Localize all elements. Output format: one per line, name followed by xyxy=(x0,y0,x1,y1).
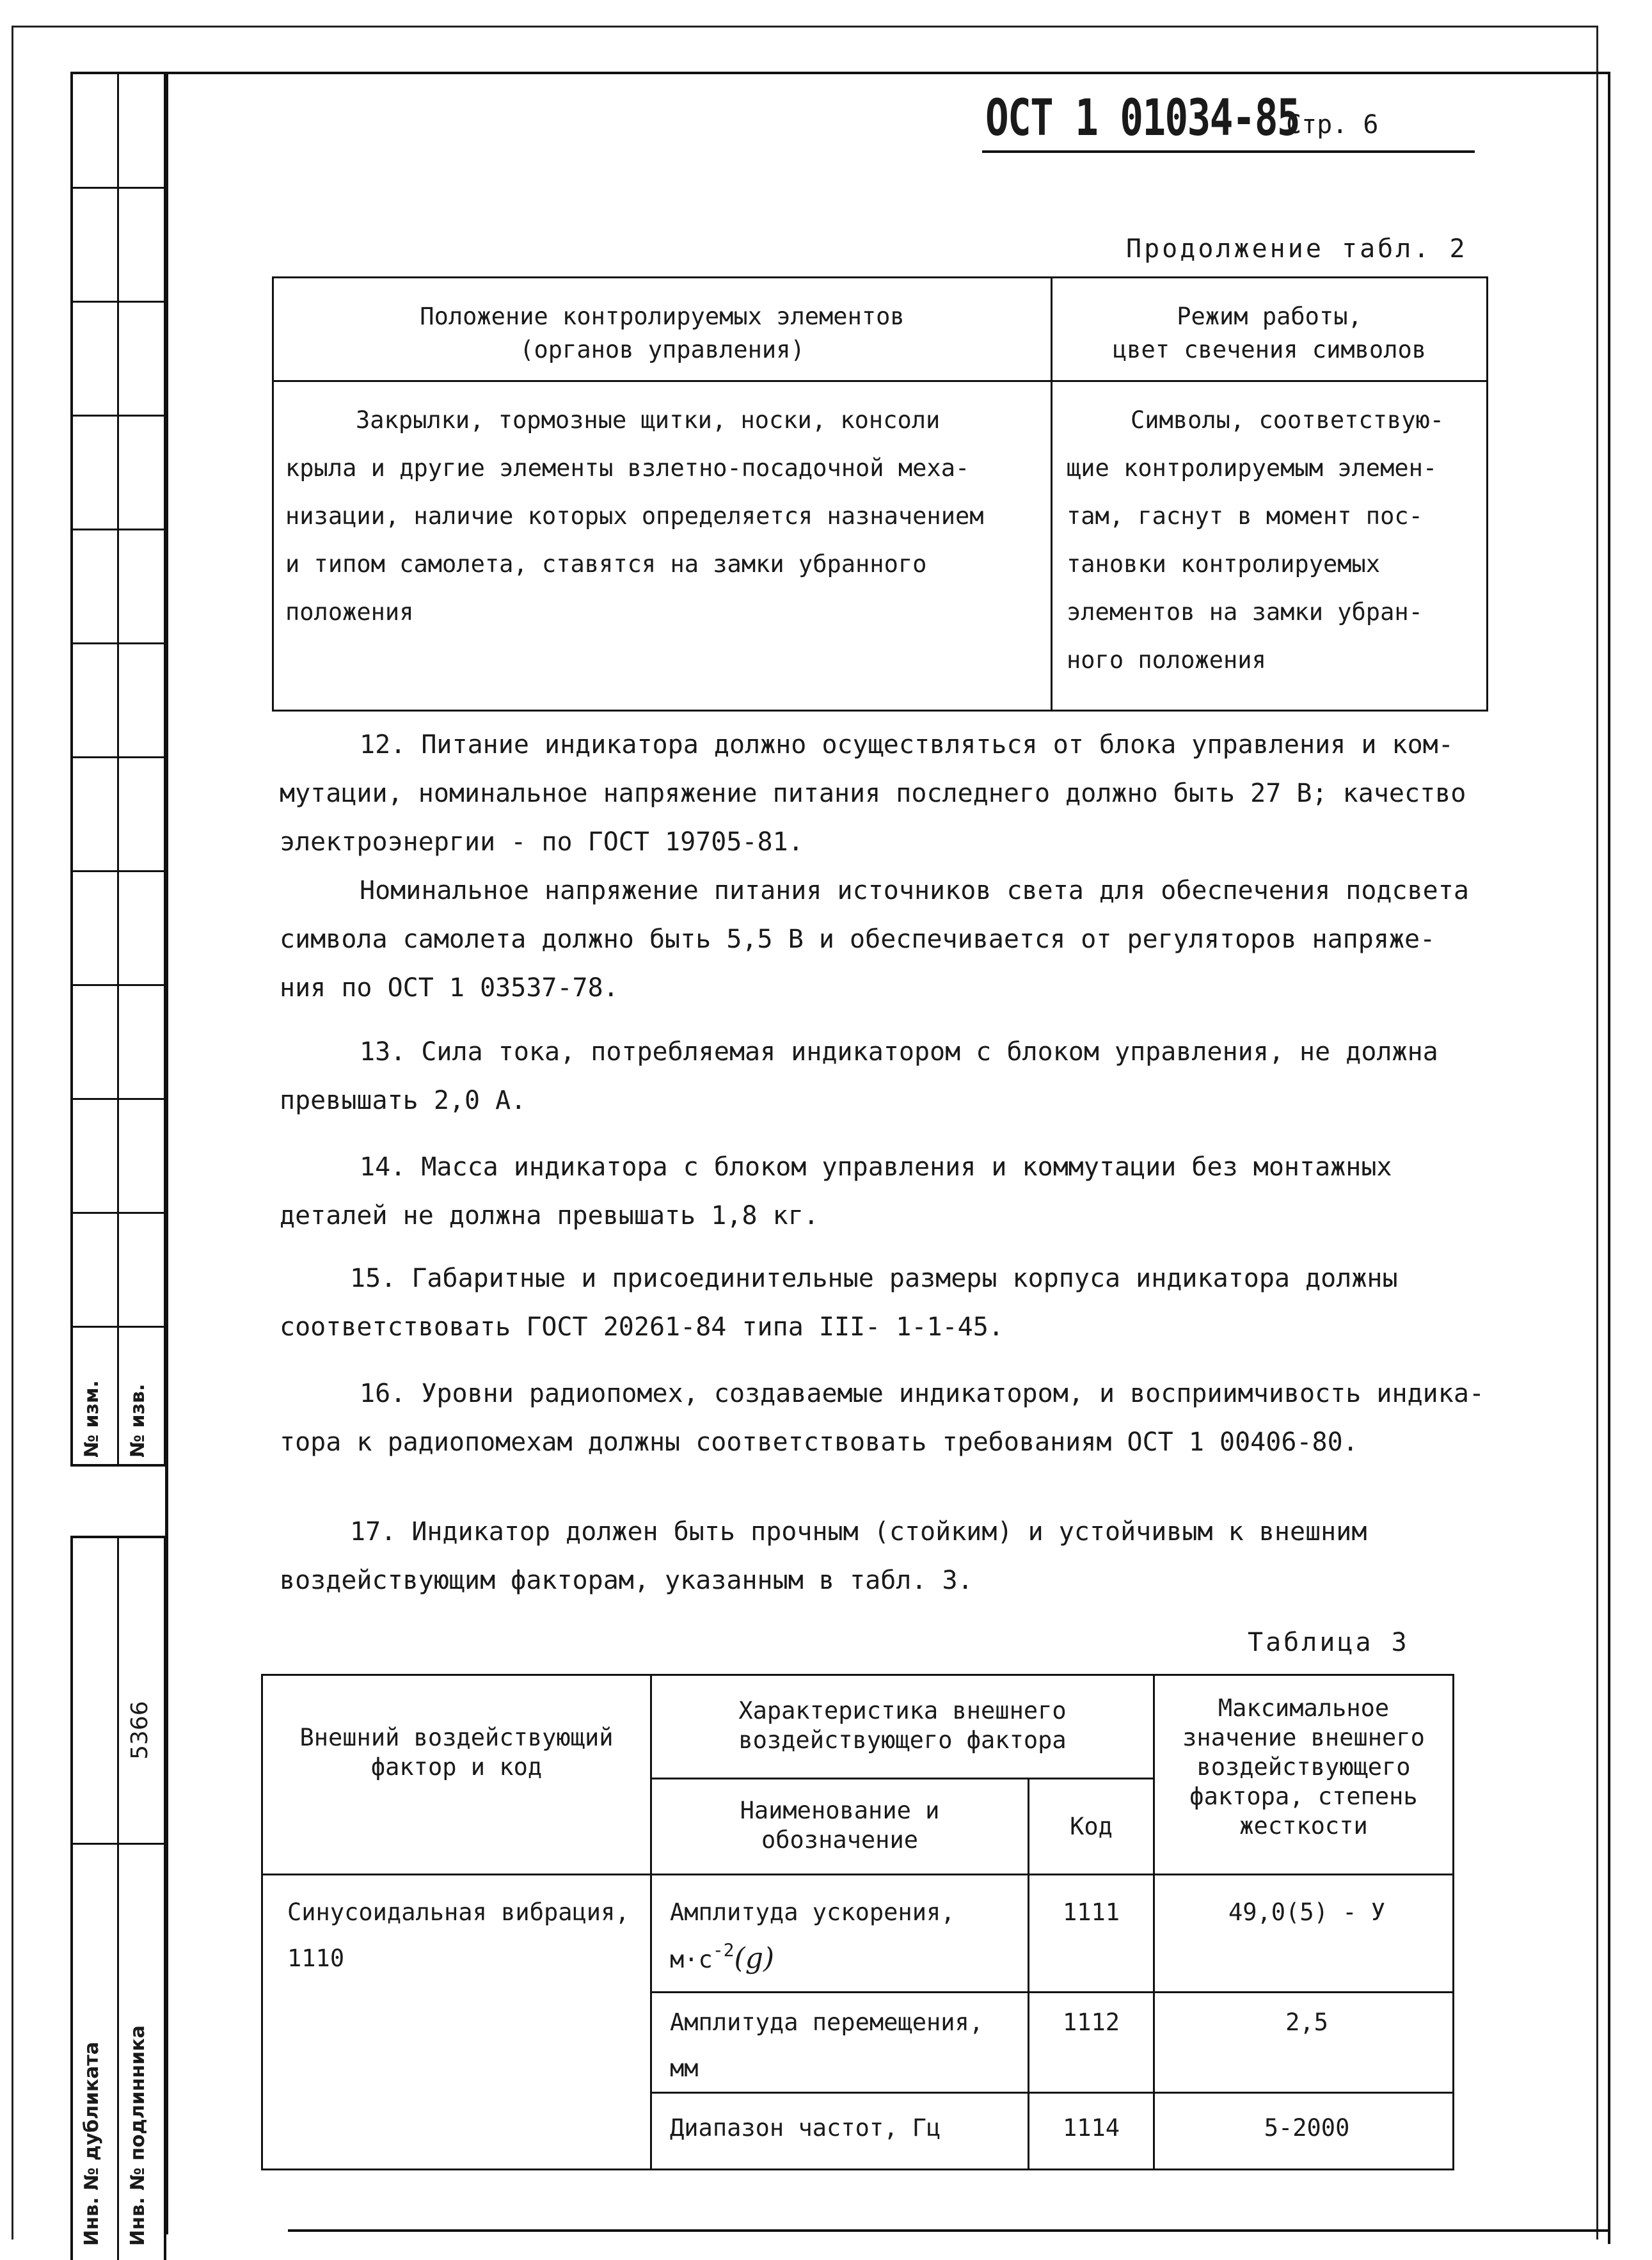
table3-row-value: 2,5 xyxy=(1154,1993,1454,2093)
table3-header-code: Код xyxy=(1029,1779,1154,1875)
table3-header-factor: Внешний воздействующий фактор и код xyxy=(262,1675,651,1875)
paragraph-15: 15. Габаритные и присоединительные размеры корпуса индикатора должны соответствовать ГОСТ 20261-84 типа III- 1-1-45. xyxy=(280,1264,1398,1342)
paragraph-12: 12. Питание индикатора должно осуществляться от блока управления и ком- мутации, номинальное напряжение питания последнего должно быть 27 В; качество электроэнергии - по ГОСТ 19705-81. Номинальное напряжение питания источников света для обеспечения подсвета символа самолета должно быть 5,5 В и обеспечивается от регуляторов напряже- ния по ОСТ 1 03537-78. xyxy=(280,730,1469,1003)
change-number-label: № изм. xyxy=(81,1380,103,1458)
table-3 xyxy=(261,1674,1454,2170)
table3-row-code: 1114 xyxy=(1029,2093,1154,2170)
strip-row-line xyxy=(70,415,166,417)
strip-row-line xyxy=(70,187,166,189)
strip-divider xyxy=(117,1536,119,2260)
paragraph-13: 13. Сила тока, потребляемая индикатором с блоком управления, не должна превышать 2,0 А. xyxy=(280,1037,1438,1115)
strip-row-line xyxy=(70,1326,166,1328)
table2-header-mode: Режим работы, цвет свечения символов xyxy=(1052,278,1488,381)
strip-row-line xyxy=(70,756,166,758)
table-2 xyxy=(272,276,1488,712)
paragraph-17: 17. Индикатор должен быть прочным (стойким) и устойчивым к внешним воздействующим факторам, указанным в табл. 3. xyxy=(280,1517,1367,1595)
table3-row-name: Диапазон частот, Гц xyxy=(651,2093,1029,2170)
table3-caption: Таблица 3 xyxy=(1248,1628,1410,1657)
sheet-id-label: 5366 xyxy=(127,1701,153,1760)
table2-elements-cell: Закрылки, тормозные щитки, носки, консоли крыла и другие элементы взлетно-посадочной меха- низации, наличие которых определяется назначением и типом самолета, ставятся на замки убранного положения xyxy=(273,381,1052,711)
paragraph-16: 16. Уровни радиопомех, создаваемые индикатором, и восприимчивость индика- тора к радиопомехам должны соответствовать требованиям ОСТ 1 00406-80. xyxy=(280,1379,1484,1457)
original-inventory-label: Инв. № подлинника xyxy=(127,2025,149,2246)
strip-row-line xyxy=(70,642,166,644)
table3-header-name: Наименование и обозначение xyxy=(651,1779,1029,1875)
table3-row-code: 1111 xyxy=(1029,1875,1154,1993)
document-number: ОСТ 1 01034-85 xyxy=(985,90,1299,147)
strip-row-line xyxy=(70,529,166,530)
strip-row-line xyxy=(70,870,166,872)
strip-row-line xyxy=(70,1843,166,1845)
table3-header-characteristic: Характеристика внешнего воздействующего фактора xyxy=(651,1675,1154,1779)
table2-mode-cell: Символы, соответствую- щие контролируемым элемен- там, гаснут в момент пос- тановки контролируемых элементов на замки убран- ного положения xyxy=(1052,381,1488,711)
strip-row-line xyxy=(70,1098,166,1100)
frame-top-line xyxy=(70,72,1609,74)
table3-row-value: 49,0(5) - У xyxy=(1154,1875,1454,1993)
table2-caption: Продолжение табл. 2 xyxy=(1126,234,1468,264)
table2-header-elements: Положение контролируемых элементов (органов управления) xyxy=(273,278,1052,381)
paragraph-14: 14. Масса индикатора с блоком управления и коммутации без монтажных деталей не должна превышать 1,8 кг. xyxy=(280,1152,1392,1230)
notice-number-label: № изв. xyxy=(127,1383,149,1458)
page-number: Стр. 6 xyxy=(1286,110,1379,139)
table3-row-code: 1112 xyxy=(1029,1993,1154,2093)
table3-factor-cell: Синусоидальная вибрация, 1110 xyxy=(262,1875,651,2170)
strip-row-line xyxy=(70,301,166,303)
strip-divider xyxy=(117,72,119,1467)
frame-bottom-line xyxy=(288,2229,1609,2232)
strip-row-line xyxy=(70,1212,166,1214)
table3-row-name: Амплитуда ускорения, $м\cdot с^{-2}(g)$ xyxy=(651,1875,1029,1993)
frame-right-line xyxy=(1608,72,1610,2244)
header-underline xyxy=(982,150,1475,153)
table3-header-max-value: Максимальное значение внешнего воздействующего фактора, степень жесткости xyxy=(1154,1675,1454,1875)
duplicate-inventory-label: Инв. № дубликата xyxy=(81,2041,103,2246)
strip-row-line xyxy=(70,984,166,986)
table3-row-value: 5-2000 xyxy=(1154,2093,1454,2170)
table3-row-name: Амплитуда перемещения, мм xyxy=(651,1993,1029,2093)
